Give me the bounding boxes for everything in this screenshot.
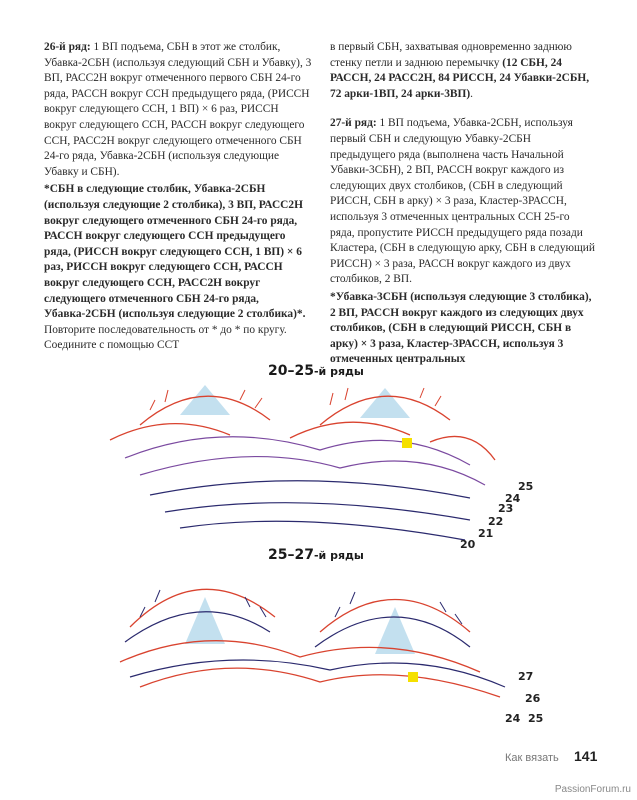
chart-1-navy-rows bbox=[150, 481, 470, 540]
right-column bbox=[330, 40, 595, 370]
row-26-cont-end: . bbox=[470, 87, 474, 100]
chart-2-title-rows: 25–27 bbox=[268, 547, 314, 563]
chart-2-yellow-marker bbox=[408, 672, 418, 682]
crochet-chart-rows-25-27 bbox=[0, 562, 637, 737]
row-26-repeat bbox=[44, 182, 312, 354]
chart-1-purple-arcs bbox=[125, 437, 485, 485]
page-number: 141 bbox=[574, 748, 598, 764]
row-27-paragraph bbox=[330, 116, 595, 288]
row-26-continuation bbox=[330, 40, 595, 102]
chart-1-row-label: 22 bbox=[488, 515, 504, 528]
chart-2-blue-fans bbox=[185, 597, 415, 654]
chart-1-row-label: 20 bbox=[460, 538, 476, 551]
chart-1-title bbox=[268, 363, 364, 379]
chart-2-row-label: 24 bbox=[505, 712, 521, 725]
chart-1-yellow-marker bbox=[402, 438, 412, 448]
chart-1-blue-fans bbox=[180, 385, 410, 418]
chart-2-title bbox=[268, 547, 364, 563]
row-26-stitch-count: (12 СБН, 24 РАССН, 24 РАСС2Н, 84 РИССН, 24 Убавки-2СБН, 72 арки-1ВП, 24 арки-3ВП) bbox=[330, 56, 590, 100]
chart-2-red-arcs bbox=[120, 589, 500, 697]
left-column bbox=[44, 40, 312, 356]
chart-1-row-label: 21 bbox=[478, 527, 494, 540]
row-26-paragraph bbox=[44, 40, 312, 180]
row-26-repeat-tail: Повторите последовательность от * до * по кругу. Соедините с помощью ССТ bbox=[44, 323, 287, 352]
chart-2-row-label: 25 bbox=[528, 712, 544, 725]
chart-1-title-suffix: -й ряды bbox=[313, 365, 364, 378]
row-27-repeat-bold: *Убавка-3СБН (используя следующие 3 столбика), 2 ВП, РАССН вокруг каждого из следующих двух столбиков, (СБН в следующий РИССН, СБН в арку) × 3 раза, Кластер-3РАССН, используя 3 отмеченных центральных bbox=[330, 290, 592, 366]
row-26-cont-text: в первый СБН, захватывая одновременно заднюю стенку петли и заднюю перемычку bbox=[330, 41, 572, 69]
chart-1-row-label: 23 bbox=[498, 502, 514, 515]
chart-2-row-label: 27 bbox=[518, 670, 534, 683]
chart-2-row-label: 26 bbox=[525, 692, 541, 705]
row-27-text: 1 ВП подъема, Убавка-2СБН, используя первый СБН и следующую Убавку-2СБН предыдущего ряда (выполнена часть Начальной Убавки-3СБН), 2 ВП, РАССН вокруг каждого из следующих двух столбиков, (СБН в следующий РИССН, СБН в арку) × 3 раза, Кластер-3РАССН, используя 3 отмеченных центральных ССН 25-го ряда, пропустите РИССН предыдущего ряда позади Кластера, (СБН в следующую арку, СБН в следующий РИССН) × 3 раза, РАССН вокруг каждого из двух столбиков, 2 ВП. bbox=[330, 117, 595, 286]
row-27-label: 27-й ряд: bbox=[330, 117, 377, 130]
section-label: Как вязать bbox=[505, 752, 559, 764]
chart-2-navy-arcs bbox=[125, 612, 505, 687]
crochet-chart-rows-20-25 bbox=[0, 380, 637, 560]
row-27-repeat bbox=[330, 290, 595, 368]
chart-2-row-labels bbox=[505, 670, 543, 725]
chart-1-title-rows: 20–25 bbox=[268, 363, 314, 379]
row-26-text: 1 ВП подъема, СБН в этот же столбик, Убавка-2СБН (используя следующий СБН и Убавку), 3 ВП, РАСС2Н вокруг отмеченного первого СБН 24-го ряда, РАССН вокруг ССН предыдущего ряда, (РИССН вокруг следующего ССН, 1 ВП) × 6 раз, РИССН вокруг следующего ССН, РАССН вокруг следующего ССН, РАСС2Н вокруг следующего отмеченного СБН 24-го ряда, Убавка-2СБН (используя следующие Убавку и СБН). bbox=[44, 41, 312, 178]
watermark: PassionForum.ru bbox=[554, 784, 631, 795]
chart-2-title-suffix: -й ряды bbox=[313, 549, 364, 562]
chart-1-row-label: 25 bbox=[518, 480, 534, 493]
row-26-label: 26-й ряд: bbox=[44, 41, 91, 53]
chart-1-row-label: 24 bbox=[505, 492, 521, 505]
row-26-repeat-bold: *СБН в следующие столбик, Убавка-2СБН (используя следующие 2 столбика), 3 ВП, РАСС2Н вокруг следующего отмеченного СБН 24-го ряда, РАССН вокруг следующего ССН предыдущего ряда, (РИССН вокруг следующего ССН, 1 ВП) × 6 раз, РИССН вокруг следующего ССН, РАССН вокруг следующего ССН, РАСС2Н вокруг следующего отмеченного СБН 24-го ряда, Убавка-2СБН (используя следующие 2 столбика)*. bbox=[44, 183, 306, 321]
chart-1-row-labels bbox=[460, 480, 533, 551]
